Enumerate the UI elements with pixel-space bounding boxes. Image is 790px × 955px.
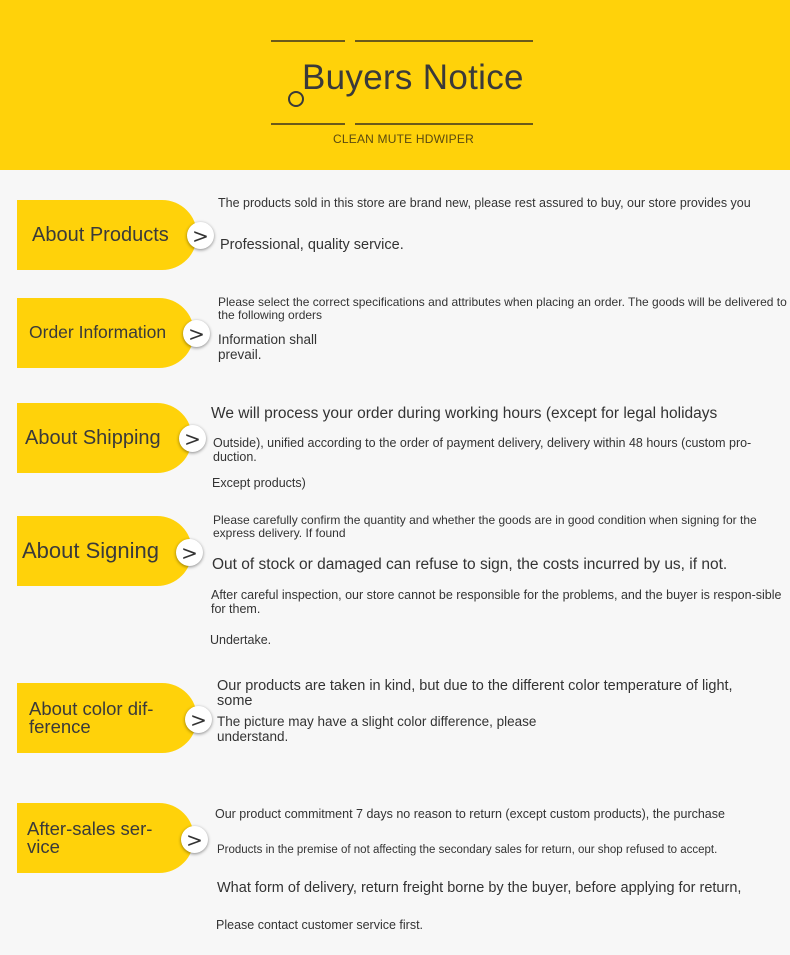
section-text-line: The picture may have a slight color difference, please understand. — [217, 714, 537, 744]
header-banner — [0, 0, 790, 170]
ring-icon — [288, 91, 304, 107]
section-text-line: Our product commitment 7 days no reason to return (except custom products), the purchase — [215, 807, 725, 821]
header-rule-top-right — [355, 40, 533, 42]
section-text-line: Professional, quality service. — [220, 237, 404, 253]
section-text-line: Information shall prevail. — [218, 332, 318, 362]
section-tag-after-sales-service — [17, 803, 194, 873]
arrow-right-icon: > — [176, 539, 203, 566]
header-rule-bottom-right — [355, 123, 533, 125]
arrow-right-icon: > — [183, 320, 210, 347]
section-text-line: We will process your order during working hours (except for legal holidays — [211, 405, 718, 422]
arrow-right-icon: > — [179, 425, 206, 452]
section-tag-label: After-sales ser-vice — [27, 817, 153, 857]
section-tag-order-information — [17, 298, 194, 368]
section-text-line: Undertake. — [210, 633, 272, 647]
section-tag-label: Order Information — [29, 322, 167, 343]
section-text-line: Products in the premise of not affecting the secondary sales for return, our shop refused to accept. — [217, 844, 718, 856]
page-subtitle: CLEAN MUTE HDWIPER — [333, 132, 474, 146]
section-tag-label: About Shipping — [25, 427, 161, 449]
section-tag-about-shipping — [17, 403, 192, 473]
section-tag-about-signing — [17, 516, 192, 586]
arrow-right-icon: > — [187, 222, 214, 249]
section-text-line: Outside), unified according to the order of payment delivery, delivery within 48 hours (custom pro-duction. — [213, 436, 752, 464]
header-rule-bottom-left — [271, 123, 345, 125]
section-text-line: What form of delivery, return freight borne by the buyer, before applying for return, — [217, 880, 742, 896]
page-title: Buyers Notice — [302, 58, 524, 97]
section-tag-label: About Products — [32, 224, 169, 246]
section-text-line: After careful inspection, our store cannot be responsible for the problems, and the buyer is respon-sible for them. — [211, 588, 782, 616]
section-text-line: Please carefully confirm the quantity and whether the goods are in good condition when signing for the express delivery. If found — [213, 513, 757, 541]
section-text-line: Please contact customer service first. — [216, 918, 424, 932]
section-text-line: Our products are taken in kind, but due to the different color temperature of light, some — [217, 678, 733, 710]
section-tag-about-products — [17, 200, 197, 270]
section-tag-label: About color dif-ference — [29, 697, 154, 737]
arrow-right-icon: > — [185, 706, 212, 733]
section-text-line: Out of stock or damaged can refuse to sign, the costs incurred by us, if not. — [212, 556, 728, 573]
section-tag-label: About Signing — [22, 538, 159, 563]
section-text-line: The products sold in this store are brand new, please rest assured to buy, our store provides you — [218, 196, 751, 210]
arrow-right-icon: > — [181, 826, 208, 853]
section-text-line: Except products) — [212, 476, 306, 490]
section-tag-about-color-difference — [17, 683, 197, 753]
header-rule-top-left — [271, 40, 345, 42]
section-text-line: Please select the correct specifications and attributes when placing an order. The goods will be delivered to the following orders — [218, 295, 787, 323]
